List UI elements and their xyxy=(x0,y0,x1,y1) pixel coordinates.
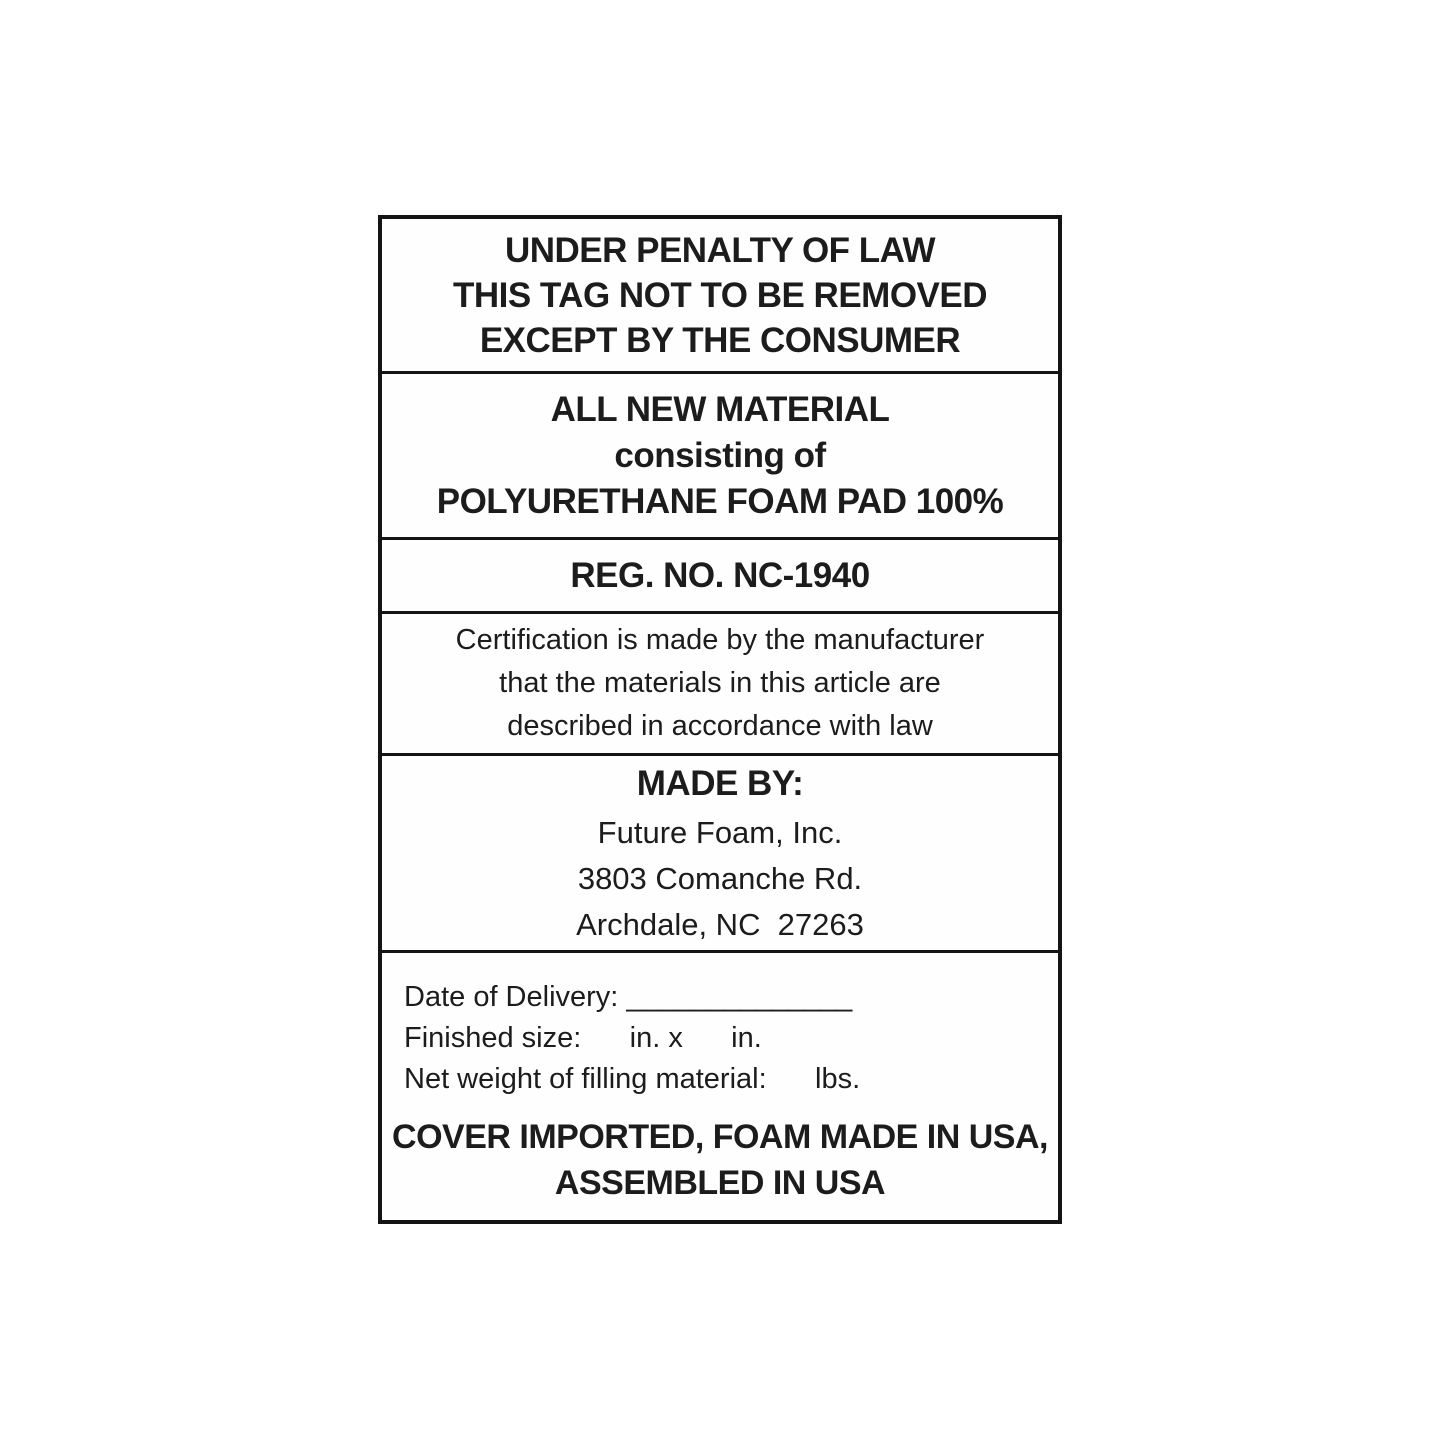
material-line: consisting of xyxy=(614,435,826,475)
made-by-heading: MADE BY: xyxy=(636,764,804,803)
penalty-line: UNDER PENALTY OF LAW xyxy=(504,230,936,270)
made-by-section xyxy=(382,753,1058,950)
certification-line: Certification is made by the manufacturer xyxy=(455,624,985,656)
certification-line: described in accordance with law xyxy=(507,710,933,742)
net-weight-field: Net weight of filling material: lbs. xyxy=(404,1063,861,1095)
material-line: ALL NEW MATERIAL xyxy=(550,389,890,429)
details-section xyxy=(382,950,1058,1220)
registration-section xyxy=(382,537,1058,611)
penalty-line: EXCEPT BY THE CONSUMER xyxy=(479,320,961,360)
origin-line: ASSEMBLED IN USA xyxy=(554,1164,886,1202)
date-of-delivery-field xyxy=(404,977,1058,1018)
law-tag-label xyxy=(378,215,1062,1224)
registration-number: REG. NO. NC-1940 xyxy=(570,555,870,595)
date-of-delivery-blank: ______________ xyxy=(626,981,853,1013)
origin-line: COVER IMPORTED, FOAM MADE IN USA, xyxy=(392,1118,1048,1156)
origin-statement xyxy=(382,1114,1058,1220)
date-of-delivery-label: Date of Delivery: xyxy=(404,981,627,1013)
manufacturer-city-state-zip: Archdale, NC 27263 xyxy=(576,907,864,942)
finished-size-field: Finished size: in. x in. xyxy=(404,1022,762,1054)
material-section xyxy=(382,371,1058,537)
material-line: POLYURETHANE FOAM PAD 100% xyxy=(436,481,1004,521)
manufacturer-street: 3803 Comanche Rd. xyxy=(577,861,863,896)
certification-section xyxy=(382,611,1058,753)
manufacturer-name: Future Foam, Inc. xyxy=(597,815,843,850)
details-fields xyxy=(382,953,1058,1100)
certification-line: that the materials in this article are xyxy=(499,667,941,699)
penalty-section xyxy=(382,219,1058,371)
penalty-line: THIS TAG NOT TO BE REMOVED xyxy=(452,275,988,315)
